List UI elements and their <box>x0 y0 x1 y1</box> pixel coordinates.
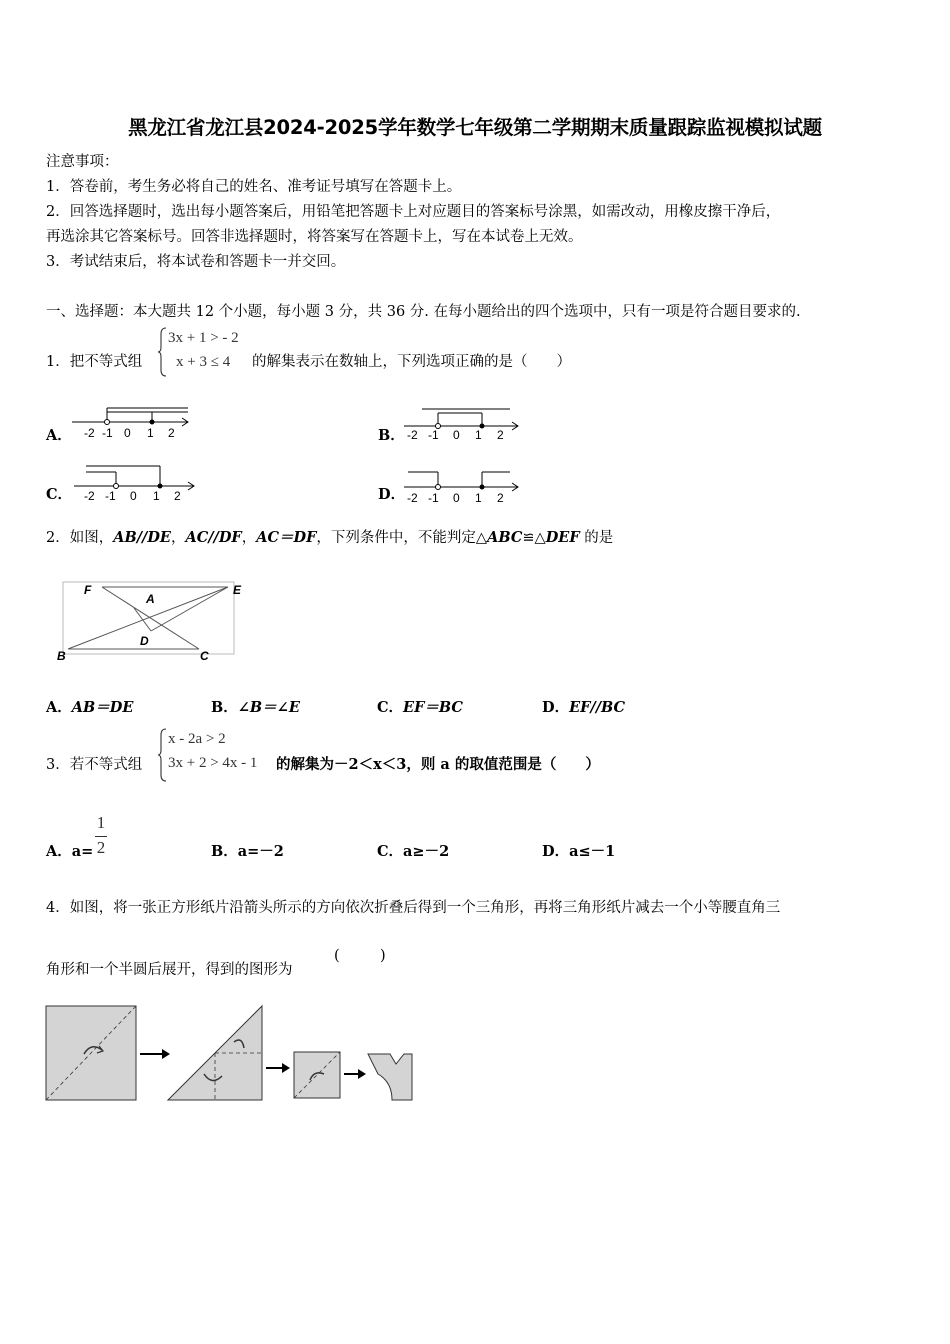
point-label-d: D <box>140 634 149 648</box>
tick-label: 1 <box>475 428 482 440</box>
q2-cond-2: AC//DF <box>185 529 242 546</box>
tick-label: -1 <box>428 491 439 505</box>
q2-option-b-label: B． <box>211 699 238 716</box>
tick-label: 0 <box>453 491 460 505</box>
q3-prefix: 3．若不等式组 <box>46 757 143 773</box>
q2-option-d[interactable] <box>542 696 625 717</box>
q2-option-c-text: EF＝BC <box>403 699 463 716</box>
q4-paren-open: ( <box>334 948 340 964</box>
q1-option-c-numberline[interactable] <box>72 460 200 502</box>
q1-option-c-label[interactable]: C． <box>46 486 73 503</box>
q3-ineq-2: 3x + 2 > 4x - 1 <box>168 755 258 771</box>
q4-folding-figure <box>44 1002 424 1104</box>
q3-option-d[interactable]: D．a≤－1 <box>542 843 616 860</box>
point-label-b: B <box>57 649 66 663</box>
right-arrow-icon <box>282 1063 290 1073</box>
tick-label: 0 <box>453 428 460 440</box>
q3-option-a-denominator: 2 <box>96 838 106 857</box>
q2-end: 的是 <box>579 530 614 546</box>
q2-option-b[interactable] <box>211 696 300 717</box>
notes-header: 注意事项： <box>46 154 119 170</box>
q2-sep-1: ， <box>170 530 186 546</box>
q4-line-1: 4．如图，将一张正方形纸片沿箭头所示的方向依次折叠后得到一个三角形，再将三角形纸片减去一个小等腰直角三 <box>46 900 781 916</box>
q1-option-d-label[interactable]: D． <box>378 486 406 503</box>
q1-option-a-numberline[interactable] <box>70 404 192 440</box>
right-arrow-icon <box>162 1049 170 1059</box>
tick-label: -2 <box>84 426 95 440</box>
q1-ineq-2: x + 3 ≤ 4 <box>176 354 231 370</box>
q2-stem <box>46 528 613 548</box>
tick-label: 2 <box>174 489 181 502</box>
q1-option-a-label[interactable]: A． <box>46 427 72 444</box>
q2-option-c-label: C． <box>377 699 404 716</box>
q2-option-c[interactable] <box>377 696 463 717</box>
fraction-bar <box>95 836 107 837</box>
q2-tri-2: DEF <box>545 529 580 546</box>
q3-ineq-1: x - 2a > 2 <box>168 731 226 747</box>
q3-option-a-numerator: 1 <box>96 813 106 832</box>
q1-lines <box>168 326 239 374</box>
notes-item-2b: 再选涂其它答案标号。回答非选择题时，将答案写在答题卡上，写在本试卷上无效。 <box>46 229 583 245</box>
q3-suffix: 的解集为－2＜x＜3，则 a 的取值范围是（ ） <box>276 756 600 773</box>
q2-option-d-label: D． <box>542 699 570 716</box>
point-label-f: F <box>84 583 92 597</box>
tick-label: -1 <box>428 428 439 440</box>
point-label-e: E <box>233 583 242 597</box>
tick-label: 0 <box>130 489 137 502</box>
tick-label: 2 <box>168 426 175 440</box>
tick-label: -2 <box>407 428 418 440</box>
q1-option-b-label[interactable]: B． <box>378 427 405 444</box>
q3-lines <box>168 727 257 775</box>
right-arrow-icon <box>358 1069 366 1079</box>
q2-mid: ，下列条件中，不能判定△ <box>316 530 488 546</box>
q1-suffix: 的解集表示在数轴上，下列选项正确的是（ ） <box>252 354 571 370</box>
notes-item-3: 3．考试结束后，将本试卷和答题卡一并交回。 <box>46 254 346 270</box>
q1-ineq-1: 3x + 1 > - 2 <box>168 330 239 346</box>
q1-prefix: 1．把不等式组 <box>46 354 143 370</box>
q2-cong: ≌△ <box>522 530 546 546</box>
brace-icon <box>158 727 168 783</box>
tick-label: -1 <box>105 489 116 502</box>
q4-paren-close: ) <box>380 948 386 964</box>
tick-label: 1 <box>475 491 482 505</box>
tick-label: 1 <box>147 426 154 440</box>
section-1-header: 一、选择题：本大题共 12 个小题，每小题 3 分，共 36 分. 在每小题给出的四个选项中，只有一项是符合题目要求的. <box>46 304 801 320</box>
q2-cond-1: AB//DE <box>113 529 171 546</box>
q3-inequality-system <box>158 727 278 783</box>
q1-option-b-numberline[interactable] <box>402 404 524 440</box>
notes-item-1: 1．答卷前，考生务必将自己的姓名、准考证号填写在答题卡上。 <box>46 179 462 195</box>
page-title: 黑龙江省龙江县2024-2025学年数学七年级第二学期期末质量跟踪监视模拟试题 <box>128 116 822 139</box>
q2-option-d-text: EF//BC <box>569 699 626 716</box>
q2-sep-2: ， <box>241 530 257 546</box>
q3-option-b[interactable]: B．a=－2 <box>211 843 284 860</box>
cut-shape <box>368 1054 412 1100</box>
tick-label: -2 <box>407 491 418 505</box>
q2-cond-3: AC＝DF <box>256 529 317 546</box>
q2-option-a-label: A． <box>46 699 72 716</box>
q2-option-a-text: AB＝DE <box>71 699 134 716</box>
tick-label: 1 <box>153 489 160 502</box>
q2-option-a[interactable] <box>46 696 133 717</box>
tick-label: 0 <box>124 426 131 440</box>
q2-number: 2．如图， <box>46 530 114 546</box>
brace-icon <box>158 326 168 378</box>
tick-label: 2 <box>497 491 504 505</box>
q2-figure <box>54 578 254 664</box>
tick-label: -2 <box>84 489 95 502</box>
notes-item-2a: 2．回答选择题时，选出每小题答案后，用铅笔把答题卡上对应题目的答案标号涂黑，如需改动，用橡皮擦干净后， <box>46 204 781 220</box>
q2-tri-1: ABC <box>487 529 523 546</box>
point-label-a: A <box>146 592 155 606</box>
point-label-c: C <box>200 649 209 663</box>
q1-option-d-numberline[interactable] <box>402 466 524 506</box>
tick-label: 2 <box>497 428 504 440</box>
q3-option-a[interactable]: A．a= <box>46 843 94 860</box>
q3-option-c[interactable]: C．a≥－2 <box>377 843 450 860</box>
q1-inequality-system <box>158 326 254 378</box>
q2-option-b-text: ∠B＝∠E <box>237 699 300 716</box>
tick-label: -1 <box>102 426 113 440</box>
q4-line-2: 角形和一个半圆后展开，得到的图形为 <box>46 962 293 978</box>
